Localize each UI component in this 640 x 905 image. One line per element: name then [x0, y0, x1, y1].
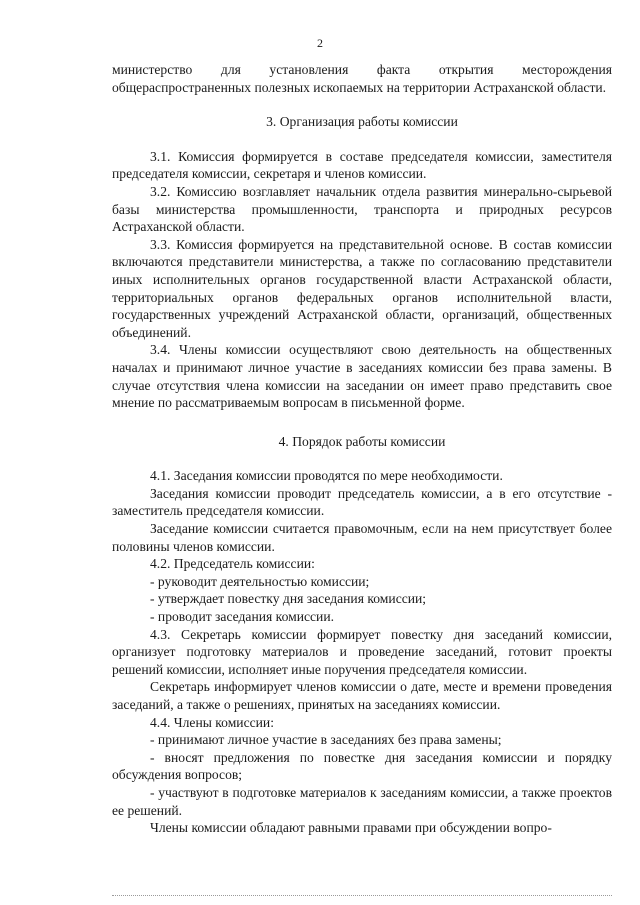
list-item: - утверждает повестку дня заседания комиссии;	[150, 591, 427, 607]
paragraph-3-1: 3.1. Комиссия формируется в составе председателя комиссии, заместителя председателя комиссии, секретаря и членов комиссии.	[112, 148, 612, 182]
document-body	[112, 61, 612, 837]
bottom-rule	[112, 895, 612, 896]
paragraph-3-3: 3.3. Комиссия формируется на представительной основе. В состав комиссии включаются представители министерства, а также по согласованию представители иных исполнительных органов государственной власти Астраханской области, территориальных органов федеральных органов исполнительной власти, государственных учреждений Астраханской области, организаций, общественных объединений.	[112, 236, 612, 340]
paragraph-3-2: 3.2. Комиссию возглавляет начальник отдела развития минерально-сырьевой базы министерства промышленности, транспорта и природных ресурсов Астраханской области.	[112, 183, 612, 235]
list-item: - руководит деятельностью комиссии;	[150, 573, 370, 589]
paragraph-4-1: 4.1. Заседания комиссии проводятся по мере необходимости.	[150, 468, 503, 484]
page-number: 2	[317, 36, 323, 50]
paragraph-4-4: 4.4. Члены комиссии:	[150, 714, 274, 730]
list-item: - вносят предложения по повестке дня заседания комиссии и порядку обсуждения вопросов;	[112, 749, 612, 783]
paragraph-3-4: 3.4. Члены комиссии осуществляют свою деятельность на общественных началах и принимают личное участие в заседаниях комиссии без права замены. В случае отсутствия члена комиссии на заседании он имеет право представить свое мнение по рассматриваемым вопросам в письменной форме.	[112, 342, 612, 411]
paragraph-4-4-rights: Члены комиссии обладают равными правами при обсуждении вопро-	[150, 820, 552, 836]
section-4-title: 4. Порядок работы комиссии	[278, 433, 446, 449]
section-3-title: 3. Организация работы комиссии	[266, 114, 458, 130]
list-item: - проводит заседания комиссии.	[150, 609, 335, 625]
paragraph-4-1-quorum: Заседание комиссии считается правомочным, если на нем присутствует более половины членов комиссии.	[112, 521, 612, 554]
intro-paragraph: министерство для установления факта открытия месторождения общераспространенных полезных ископаемых на территории Астраханской области.	[112, 62, 612, 95]
paragraph-4-3: 4.3. Секретарь комиссии формирует повестку дня заседаний комиссии, организует подготовку материалов и проведение заседаний, готовит проекты решений комиссии, исполняет иные поручения председателя комиссии.	[112, 626, 612, 677]
list-item: - принимают личное участие в заседаниях без права замены;	[150, 732, 502, 748]
list-item: - участвуют в подготовке материалов к заседаниям комиссии, а также проектов ее решений.	[112, 784, 612, 818]
paragraph-4-3-secretary: Секретарь информирует членов комиссии о дате, месте и времени проведения заседаний, а также о решениях, принятых на заседаниях комиссии.	[112, 679, 612, 712]
paragraph-4-1-chair: Заседания комиссии проводит председатель комиссии, а в его отсутствие - заместитель председателя комиссии.	[112, 485, 612, 519]
paragraph-4-2: 4.2. Председатель комиссии:	[150, 556, 315, 572]
